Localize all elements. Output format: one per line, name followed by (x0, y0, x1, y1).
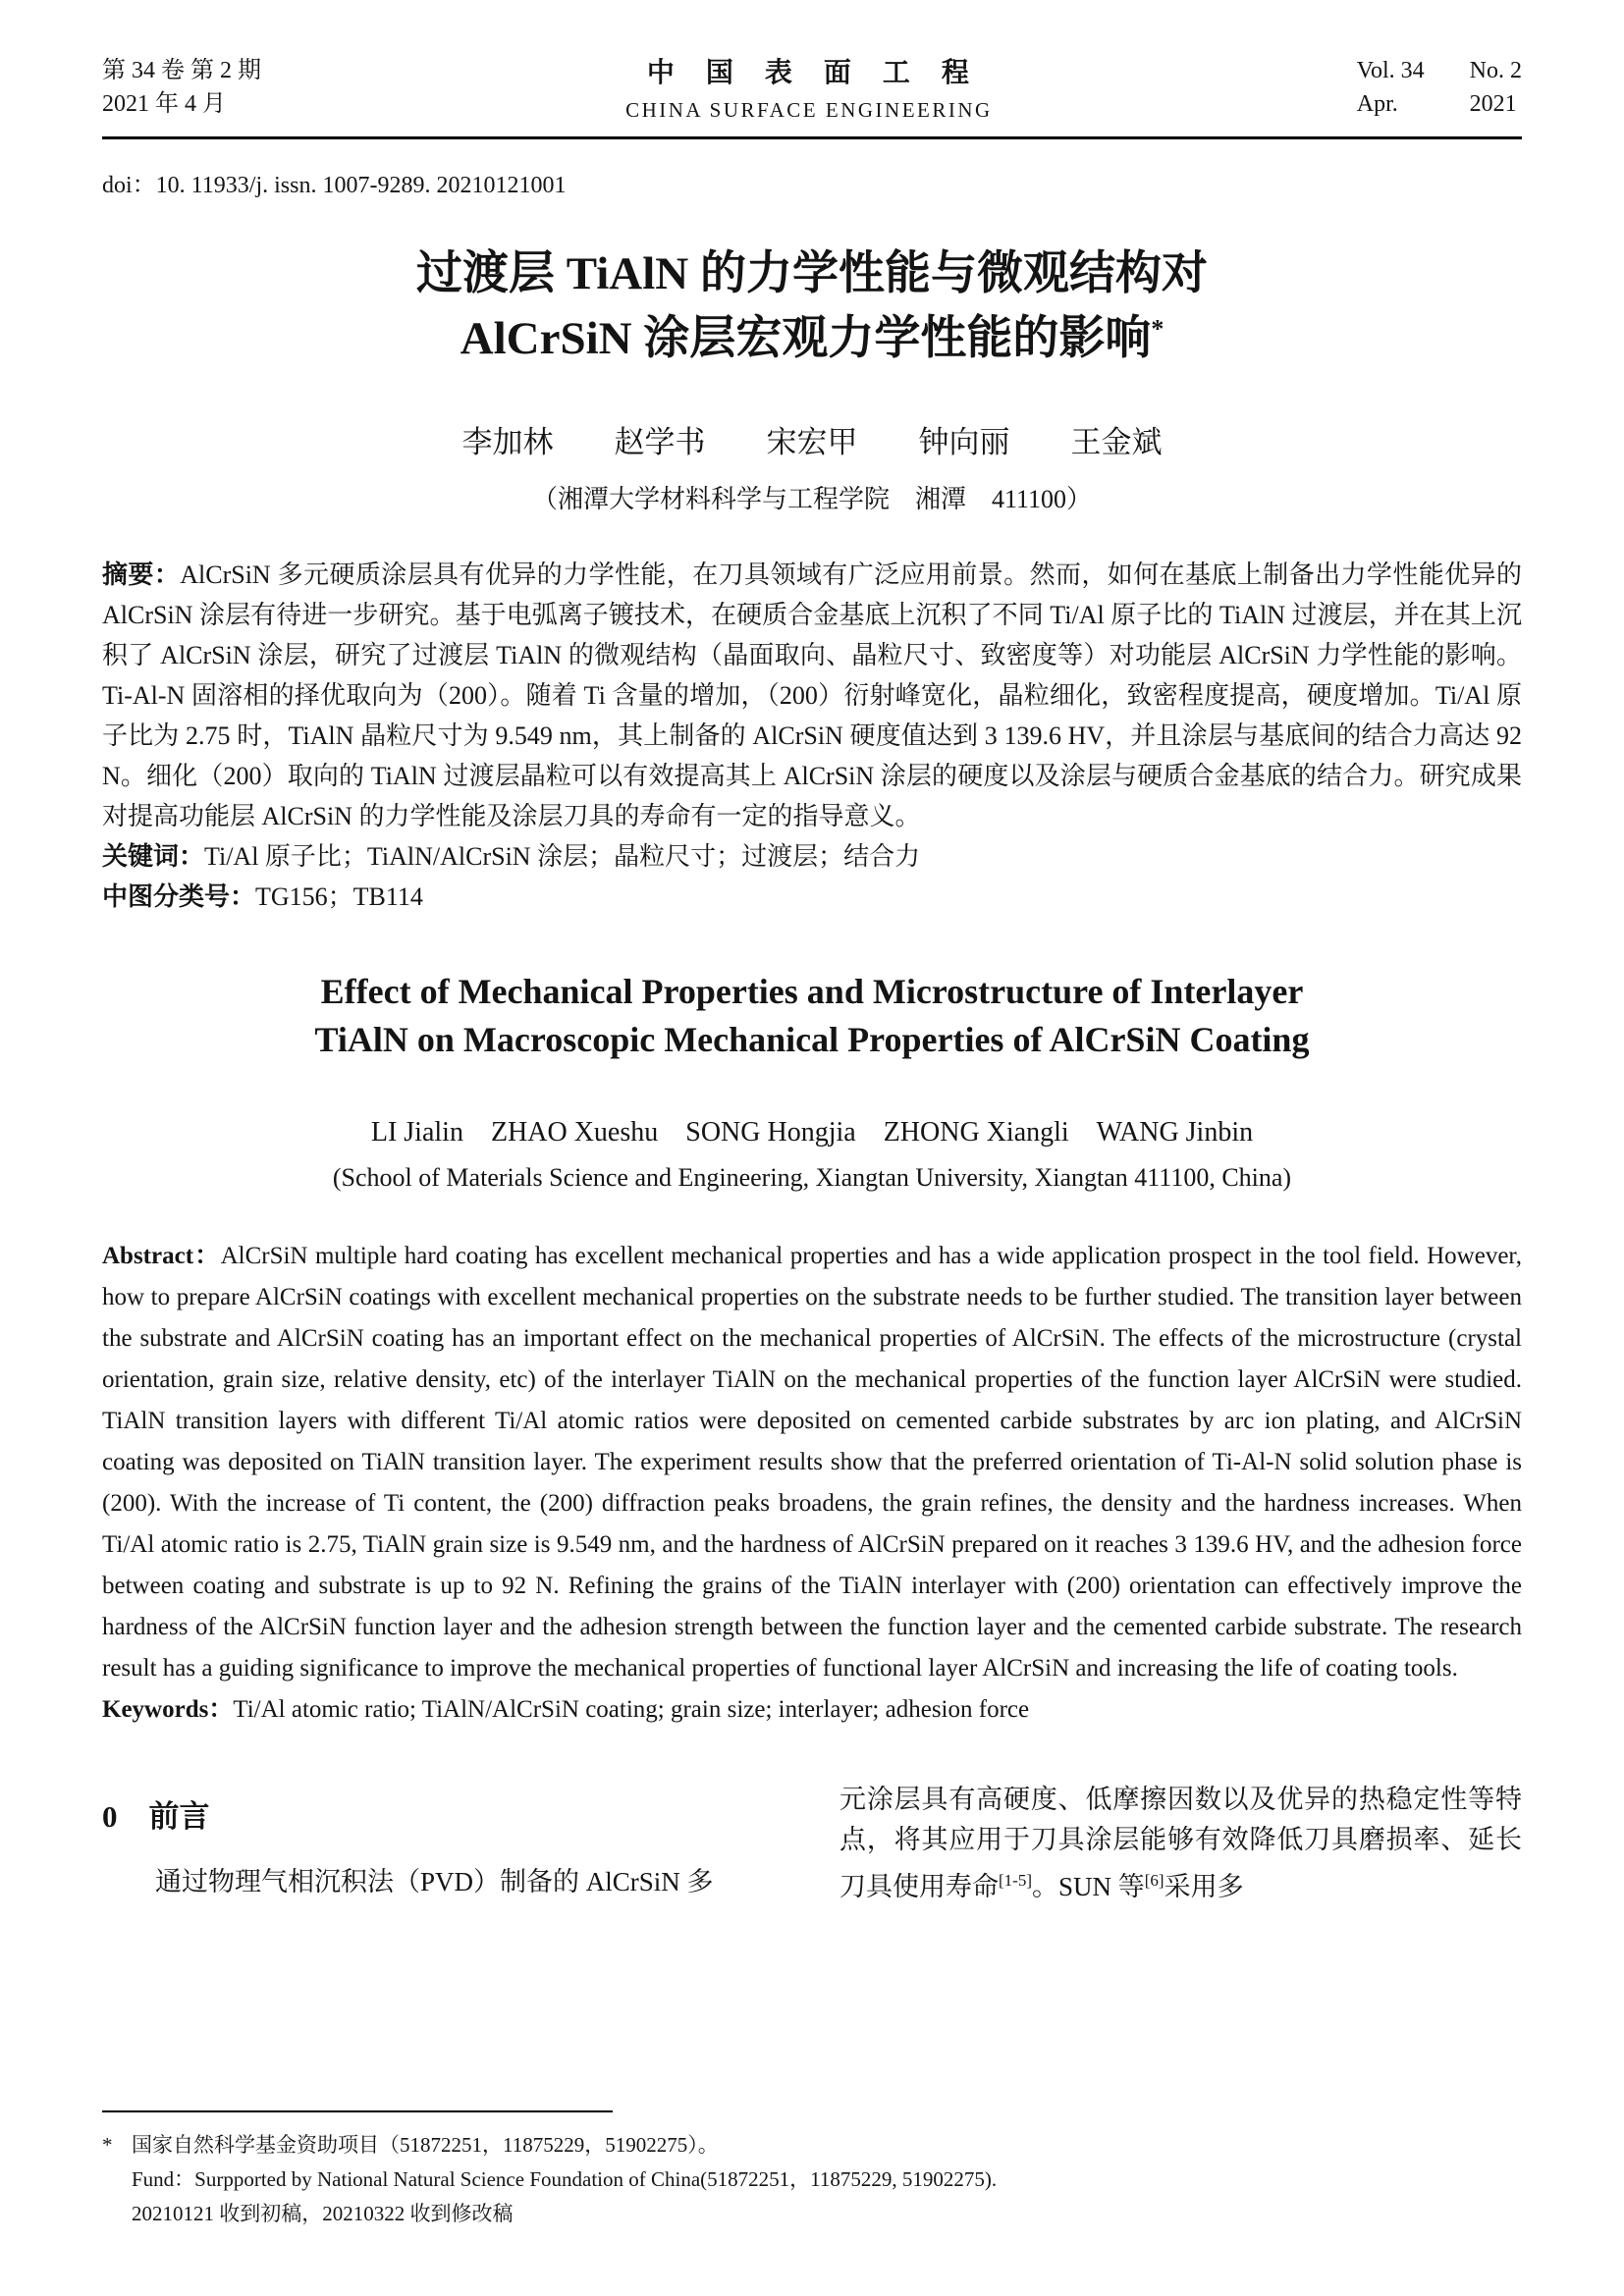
fund-note-en: Fund：Surpported by National Natural Science Foundation of China(51872251，11875229, 51902275). (132, 2167, 998, 2191)
abstract-en (102, 1236, 1522, 1689)
year-en: 2021 (1469, 90, 1517, 117)
left-column (102, 1780, 785, 1907)
intro-text-1: 元涂层具有高硬度、低摩擦因数以及优异的热稳定性等特点，将其应用于刀具涂层能够有效降低刀具磨损率、延长刀具使用寿命 (839, 1784, 1522, 1901)
title-en-line2: TiAlN on Macroscopic Mechanical Properties of AlCrSiN Coating (314, 1020, 1310, 1060)
issue-info-cn (102, 54, 261, 121)
title-cn (102, 242, 1522, 372)
section-title: 前言 (148, 1798, 210, 1834)
volume-issue-cn: 第 34 卷 第 2 期 (102, 57, 261, 83)
date-cn: 2021 年 4 月 (102, 90, 226, 117)
affiliation-cn: （湘潭大学材料科学与工程学院 湘潭 411100） (531, 484, 1093, 513)
title-en-line1: Effect of Mechanical Properties and Microstructure of Interlayer (320, 971, 1304, 1011)
title-footnote-marker: * (1151, 314, 1164, 344)
abstract-label-en: Abstract： (102, 1242, 221, 1269)
journal-header (102, 51, 1522, 139)
intro-text-2: 。SUN 等 (1031, 1871, 1145, 1901)
fund-text-cn: 国家自然科学基金资助项目（51872251，11875229，51902275）。 (132, 2133, 719, 2157)
doi: doi：10. 11933/j. issn. 1007-9289. 20210121001 (102, 173, 567, 198)
keywords-text-cn: Ti/Al 原子比；TiAlN/AlCrSiN 涂层；晶粒尺寸；过渡层；结合力 (204, 841, 921, 871)
citation-ref-1-5: [1-5] (999, 1870, 1032, 1890)
keywords-label-en: Keywords： (102, 1695, 234, 1723)
authors-en: LI Jialin ZHAO Xueshu SONG Hongjia ZHONG Xiangli WANG Jinbin (370, 1116, 1254, 1148)
journal-name-block (625, 51, 993, 123)
title-cn-line1: 过渡层 TiAlN 的力学性能与微观结构对 (416, 248, 1208, 299)
volume-en: Vol. 34 (1356, 57, 1425, 83)
keywords-text-en: Ti/Al atomic ratio; TiAlN/AlCrSiN coating; grain size; interlayer; adhesion force (233, 1695, 1030, 1723)
keywords-en (102, 1689, 1522, 1731)
abstract-text-cn: AlCrSiN 多元硬质涂层具有优异的力学性能，在刀具领域有广泛应用前景。然而，如何在基底上制备出力学性能优异的 AlCrSiN 涂层有待进一步研究。基于电弧离子镀技术，在硬质合金基底上沉积了不同 Ti/Al 原子比的 TiAlN 过渡层，并在其上沉积了 AlCrSiN 涂层，研究了过渡层 TiAlN 的微观结构（晶面取向、晶粒尺寸、致密度等）对功能层 AlCrSiN 力学性能的影响。Ti-Al-N 固溶相的择优取向为（200）。随着 Ti 含量的增加，（200）衍射峰宽化，晶粒细化，致密程度提高，硬度增加。Ti/Al 原子比为 2.75 时，TiAlN 晶粒尺寸为 9.549 nm，其上制备的 AlCrSiN 硬度值达到 3 139.6 HV，并且涂层与基底间的结合力高达 92 N。细化（200）取向的 TiAlN 过渡层晶粒可以有效提高其上 AlCrSiN 涂层的硬度以及涂层与硬质合金基底的结合力。研究成果对提高功能层 AlCrSiN 的力学性能及涂层刀具的寿命有一定的指导意义。 (102, 560, 1522, 830)
issue-number-en: No. 2 (1469, 57, 1522, 83)
clc-label: 中图分类号： (102, 881, 256, 911)
abstract-label-cn: 摘要： (102, 560, 181, 589)
intro-text-3: 采用多 (1164, 1871, 1244, 1901)
clc-number (102, 877, 1522, 917)
journal-name-cn: 中 国 表 面 工 程 (646, 58, 971, 88)
right-column (839, 1780, 1522, 1907)
intro-paragraph-left: 通过物理气相沉积法（PVD）制备的 AlCrSiN 多 (155, 1867, 714, 1897)
authors-cn: 李加林 赵学书 宋宏甲 钟向丽 王金斌 (461, 424, 1163, 459)
intro-paragraph-right (839, 1780, 1522, 1907)
footnote-marker: * (102, 2133, 113, 2157)
abstract-cn (102, 555, 1522, 836)
footnote-divider (102, 2110, 613, 2112)
clc-text: TG156；TB114 (255, 881, 423, 911)
keywords-cn (102, 836, 1522, 877)
journal-name-en: CHINA SURFACE ENGINEERING (625, 98, 993, 122)
title-cn-line2: AlCrSiN 涂层宏观力学性能的影响 (460, 312, 1152, 364)
issue-info-en (1357, 54, 1522, 121)
title-en (102, 968, 1522, 1065)
affiliation-en: (School of Materials Science and Engineering, Xiangtan University, Xiangtan 411100, China) (332, 1162, 1292, 1192)
citation-ref-6: [6] (1144, 1870, 1164, 1890)
keywords-label-cn: 关键词： (102, 841, 205, 871)
abstract-text-en: AlCrSiN multiple hard coating has excellent mechanical properties and has a wide application prospect in the tool field. However, how to prepare AlCrSiN coatings with excellent mechanical properties on the substrate needs to be further studied. The transition layer between the substrate and AlCrSiN coating has an important effect on the mechanical properties of AlCrSiN. The effects of the microstructure (crystal orientation, grain size, relative density, etc) of the interlayer TiAlN on the mechanical properties of the function layer AlCrSiN were studied. TiAlN transition layers with different Ti/Al atomic ratios were deposited on cemented carbide substrates by arc ion plating, and AlCrSiN coating was deposited on TiAlN transition layer. The experiment results show that the preferred orientation of Ti-Al-N solid solution phase is (200). With the increase of Ti content, the (200) diffraction peaks broadens, the grain refines, the density and the hardness increases. When Ti/Al atomic ratio is 2.75, TiAlN grain size is 9.549 nm, and the hardness of AlCrSiN prepared on it reaches 3 139.6 HV, and the adhesion force between coating and substrate is up to 92 N. Refining the grains of the TiAlN interlayer with (200) orientation can effectively improve the hardness of the AlCrSiN function layer and the adhesion strength between the function layer and the cemented carbide substrate. The research result has a guiding significance to improve the mechanical properties of functional layer AlCrSiN and increasing the life of coating tools. (102, 1242, 1523, 1682)
body-columns (102, 1780, 1522, 1907)
section-number: 0 (102, 1798, 118, 1834)
fund-note-cn (102, 2128, 1522, 2163)
section-0-heading (102, 1797, 785, 1837)
received-dates: 20210121 收到初稿，20210322 收到修改稿 (132, 2202, 514, 2225)
footnote-block (102, 2110, 1522, 2231)
month-en: Apr. (1356, 90, 1398, 117)
